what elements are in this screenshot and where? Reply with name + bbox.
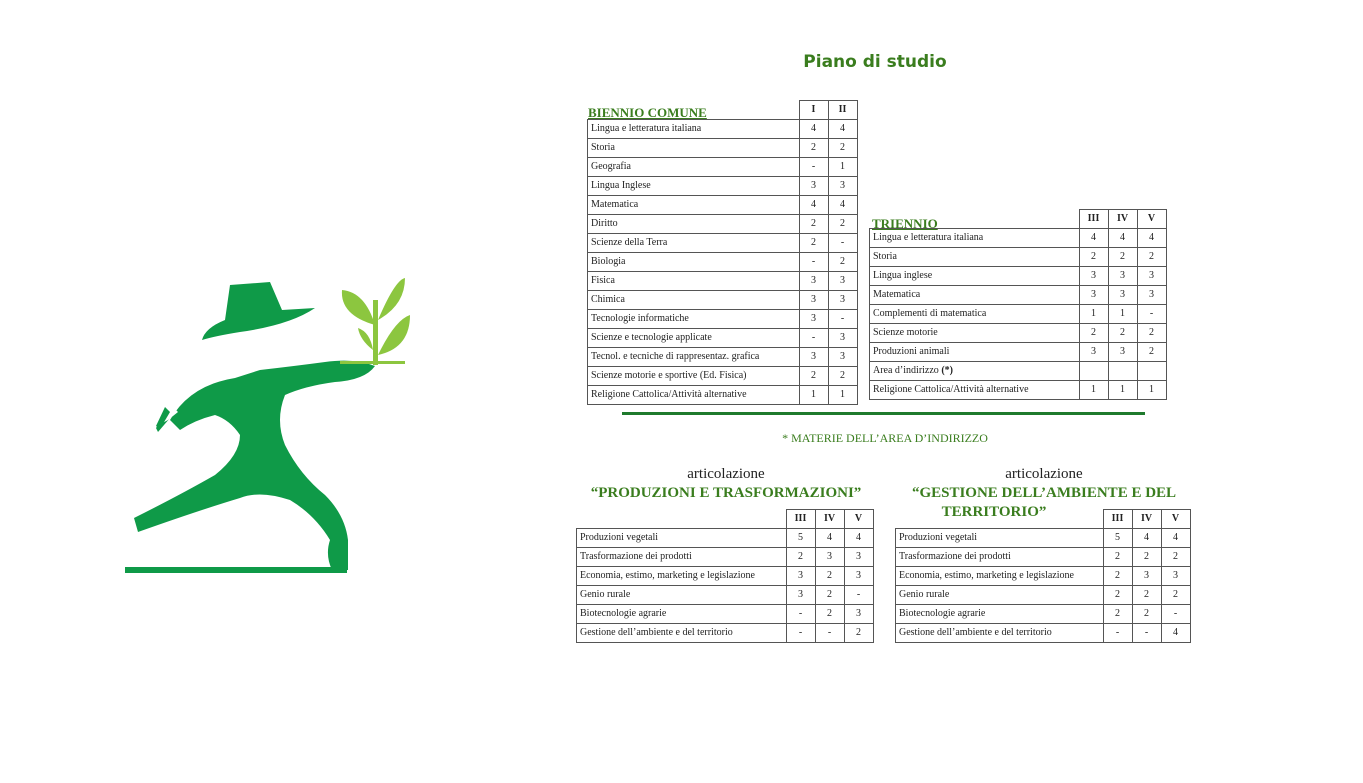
table-row (870, 343, 1167, 362)
table-row (577, 548, 874, 567)
hours-cell: 2 (815, 586, 844, 605)
header-cell: V (1161, 510, 1190, 529)
articolazione-label: articolazione (687, 466, 765, 482)
subject-cell (870, 362, 1080, 381)
hours-cell: 1 (1079, 305, 1108, 324)
hours-cell: 2 (1103, 567, 1132, 586)
hours-cell: 4 (815, 529, 844, 548)
hours-cell: 2 (1079, 248, 1108, 267)
subject-name: Lingua Inglese (591, 180, 651, 191)
table-row (896, 529, 1191, 548)
hours-cell: 2 (1137, 248, 1166, 267)
subject-name: Produzioni vegetali (580, 532, 659, 543)
table-row (588, 234, 858, 253)
hours-cell: 3 (786, 567, 815, 586)
hours-cell: - (799, 158, 828, 177)
subject-asterisk: (*) (941, 365, 953, 376)
hours-cell: 3 (1079, 286, 1108, 305)
subject-name: Produzioni vegetali (899, 532, 978, 543)
hours-cell: 4 (1161, 529, 1190, 548)
hours-cell: 3 (1132, 567, 1161, 586)
hours-cell: 3 (815, 548, 844, 567)
table-row (577, 567, 874, 586)
produzioni-table (576, 509, 874, 643)
hours-cell: 3 (799, 310, 828, 329)
produzioni-title: “PRODUZIONI E TRASFORMAZIONI” (590, 485, 862, 501)
subject-name: Fisica (591, 275, 615, 286)
subject-cell (577, 605, 787, 624)
table-row (870, 362, 1167, 381)
hours-cell: 4 (1137, 229, 1166, 248)
subject-cell (896, 529, 1104, 548)
hours-cell: 2 (844, 624, 873, 643)
subject-name: Matematica (591, 199, 639, 210)
hours-cell: 3 (828, 348, 857, 367)
subject-name: Economia, estimo, marketing e legislazione (580, 570, 755, 581)
hours-cell: 4 (799, 196, 828, 215)
table-row (577, 624, 874, 643)
hours-cell: 1 (828, 158, 857, 177)
page-title: Piano di studio (803, 52, 947, 72)
gestione-title-line2: TERRITORIO” (941, 504, 1047, 520)
hours-cell: 3 (799, 272, 828, 291)
hours-cell: 5 (1103, 529, 1132, 548)
subject-cell (588, 234, 800, 253)
hours-cell: 3 (844, 548, 873, 567)
header-cell: II (828, 101, 857, 120)
hours-cell: - (815, 624, 844, 643)
table-row (870, 267, 1167, 286)
hours-cell: 3 (828, 329, 857, 348)
table-row (870, 305, 1167, 324)
subject-name: Diritto (591, 218, 618, 229)
hours-cell: 2 (1079, 324, 1108, 343)
subject-cell (870, 381, 1080, 400)
hours-cell: 4 (1079, 229, 1108, 248)
subject-name: Biotecnologie agrarie (899, 608, 986, 619)
hours-cell: - (799, 329, 828, 348)
hours-cell: 2 (1103, 586, 1132, 605)
hours-cell: - (786, 605, 815, 624)
hours-cell: 3 (828, 272, 857, 291)
hours-cell: 3 (799, 177, 828, 196)
header-cell: IV (815, 510, 844, 529)
hours-cell: 3 (1137, 267, 1166, 286)
subject-cell (870, 229, 1080, 248)
subject-name: Biologia (591, 256, 626, 267)
subject-cell (577, 567, 787, 586)
table-row (588, 139, 858, 158)
table-row (588, 329, 858, 348)
table-row (896, 605, 1191, 624)
subject-name: Scienze e tecnologie applicate (591, 332, 712, 343)
table-row (896, 586, 1191, 605)
hours-cell: - (1137, 305, 1166, 324)
subject-name: Area d’indirizzo (873, 365, 939, 376)
subject-name: Religione Cattolica/Attività alternative (591, 389, 747, 400)
subject-cell (588, 348, 800, 367)
hours-cell: 5 (786, 529, 815, 548)
hours-cell: 3 (1079, 343, 1108, 362)
table-row (588, 291, 858, 310)
divider-rule (622, 412, 1145, 415)
hours-cell: 2 (828, 215, 857, 234)
hours-cell (1079, 362, 1108, 381)
hours-cell: 1 (1108, 381, 1137, 400)
hours-cell: 3 (1161, 567, 1190, 586)
table-row (896, 548, 1191, 567)
hours-cell: 3 (1108, 343, 1137, 362)
table-row (588, 177, 858, 196)
header-cell: V (1137, 210, 1166, 229)
table-row (588, 272, 858, 291)
subject-cell (588, 139, 800, 158)
hours-cell: 3 (786, 586, 815, 605)
header-cell: I (799, 101, 828, 120)
hours-cell: 4 (1108, 229, 1137, 248)
subject-name: Scienze motorie (873, 327, 938, 338)
hours-cell: 1 (1137, 381, 1166, 400)
subject-cell (588, 120, 800, 139)
subject-cell (870, 324, 1080, 343)
hours-cell: 4 (1161, 624, 1190, 643)
hours-cell: 2 (799, 367, 828, 386)
subject-name: Matematica (873, 289, 921, 300)
subject-cell (870, 305, 1080, 324)
table-row (588, 120, 858, 139)
hours-cell: 3 (1137, 286, 1166, 305)
hours-cell: 3 (828, 177, 857, 196)
hours-cell: 3 (844, 605, 873, 624)
subject-name: Tecnologie informatiche (591, 313, 689, 324)
hours-cell: - (828, 310, 857, 329)
table-row (870, 324, 1167, 343)
subject-name: Gestione dell’ambiente e del territorio (899, 627, 1052, 638)
hours-cell: 2 (815, 605, 844, 624)
table-row (577, 605, 874, 624)
header-cell: III (786, 510, 815, 529)
subject-name: Gestione dell’ambiente e del territorio (580, 627, 733, 638)
subject-cell (896, 548, 1104, 567)
subject-cell (588, 329, 800, 348)
subject-name: Economia, estimo, marketing e legislazione (899, 570, 1074, 581)
hours-cell: 1 (828, 386, 857, 405)
header-cell: V (844, 510, 873, 529)
subject-cell (588, 158, 800, 177)
table-row (588, 367, 858, 386)
hours-cell: 2 (799, 215, 828, 234)
subject-name: Lingua e letteratura italiana (873, 232, 984, 243)
hours-cell: 1 (799, 386, 828, 405)
subject-cell (588, 177, 800, 196)
hours-cell: - (828, 234, 857, 253)
hours-cell: 2 (786, 548, 815, 567)
hours-cell: - (1161, 605, 1190, 624)
subject-cell (896, 567, 1104, 586)
table-row (896, 624, 1191, 643)
subject-name: Religione Cattolica/Attività alternative (873, 384, 1029, 395)
subject-cell (588, 272, 800, 291)
triennio-label: TRIENNIO (872, 216, 938, 231)
hours-cell: 3 (799, 291, 828, 310)
hours-cell: 3 (844, 567, 873, 586)
subject-name: Tecnol. e tecniche di rappresentaz. grafica (591, 351, 760, 362)
hours-cell: 2 (1108, 324, 1137, 343)
hours-cell: 2 (828, 253, 857, 272)
subject-cell (870, 248, 1080, 267)
subject-cell (588, 310, 800, 329)
gestione-title-line1: “GESTIONE DELL’AMBIENTE E DEL (911, 485, 1177, 501)
hours-cell: 2 (1161, 586, 1190, 605)
hours-cell: 3 (799, 348, 828, 367)
subject-cell (577, 529, 787, 548)
subject-name: Biotecnologie agrarie (580, 608, 667, 619)
articolazione-label: articolazione (1005, 466, 1083, 482)
hours-cell: - (1103, 624, 1132, 643)
materie-indirizzo-note: * MATERIE DELL’AREA D’INDIRIZZO (782, 431, 988, 445)
hours-cell: 4 (844, 529, 873, 548)
hours-cell: 2 (828, 367, 857, 386)
hours-cell: 2 (815, 567, 844, 586)
table-row (870, 381, 1167, 400)
subject-name: Lingua e letteratura italiana (591, 123, 702, 134)
hours-cell: 1 (1108, 305, 1137, 324)
subject-name: Storia (591, 142, 615, 153)
subject-name: Chimica (591, 294, 625, 305)
triennio-table (869, 209, 1167, 400)
table-row (870, 286, 1167, 305)
subject-cell (588, 253, 800, 272)
hours-cell (1137, 362, 1166, 381)
hours-cell: - (844, 586, 873, 605)
subject-cell (577, 586, 787, 605)
table-row (588, 348, 858, 367)
subject-name: Complementi di matematica (873, 308, 987, 319)
farmer-with-plant-logo (120, 270, 420, 580)
table-row (588, 215, 858, 234)
header-cell: III (1079, 210, 1108, 229)
hours-cell: 2 (1132, 548, 1161, 567)
table-row (588, 196, 858, 215)
hours-cell: 2 (1161, 548, 1190, 567)
table-row (588, 310, 858, 329)
hours-cell: - (786, 624, 815, 643)
subject-name: Geografia (591, 161, 631, 172)
gestione-table (895, 509, 1191, 643)
table-row (588, 158, 858, 177)
table-row (588, 386, 858, 405)
subject-cell (588, 291, 800, 310)
hours-cell: 3 (1108, 286, 1137, 305)
biennio-table (587, 100, 858, 405)
hours-cell: 2 (1132, 605, 1161, 624)
hours-cell: 2 (1132, 586, 1161, 605)
hours-cell (1108, 362, 1137, 381)
hours-cell: - (799, 253, 828, 272)
hours-cell: 2 (1103, 605, 1132, 624)
table-row (588, 253, 858, 272)
subject-name: Scienze motorie e sportive (Ed. Fisica) (591, 370, 747, 381)
hours-cell: 3 (1079, 267, 1108, 286)
subject-cell (896, 586, 1104, 605)
hours-cell: 2 (1137, 343, 1166, 362)
subject-name: Genio rurale (899, 589, 950, 600)
hours-cell: 3 (828, 291, 857, 310)
table-row (577, 586, 874, 605)
hours-cell: 4 (828, 120, 857, 139)
table-row (577, 529, 874, 548)
hours-cell: 2 (1108, 248, 1137, 267)
subject-cell (588, 215, 800, 234)
hours-cell: 2 (799, 139, 828, 158)
hours-cell: 4 (828, 196, 857, 215)
hours-cell: 2 (828, 139, 857, 158)
subject-name: Scienze della Terra (591, 237, 668, 248)
hours-cell: 2 (1137, 324, 1166, 343)
hours-cell: 4 (1132, 529, 1161, 548)
biennio-label: BIENNIO COMUNE (588, 105, 707, 120)
subject-name: Trasformazione dei prodotti (899, 551, 1011, 562)
subject-cell (577, 624, 787, 643)
hours-cell: 4 (799, 120, 828, 139)
table-row (870, 229, 1167, 248)
header-cell: IV (1132, 510, 1161, 529)
subject-cell (896, 624, 1104, 643)
hours-cell: 2 (1103, 548, 1132, 567)
hours-cell: 1 (1079, 381, 1108, 400)
hours-cell: - (1132, 624, 1161, 643)
table-row (870, 248, 1167, 267)
header-cell: III (1103, 510, 1132, 529)
hours-cell: 2 (799, 234, 828, 253)
table-row (896, 567, 1191, 586)
subject-cell (588, 196, 800, 215)
subject-cell (870, 343, 1080, 362)
subject-cell (577, 548, 787, 567)
subject-name: Trasformazione dei prodotti (580, 551, 692, 562)
subject-name: Storia (873, 251, 897, 262)
subject-name: Produzioni animali (873, 346, 950, 357)
subject-cell (588, 386, 800, 405)
subject-name: Lingua inglese (873, 270, 933, 281)
subject-cell (870, 267, 1080, 286)
subject-name: Genio rurale (580, 589, 631, 600)
subject-cell (588, 367, 800, 386)
header-cell: IV (1108, 210, 1137, 229)
hours-cell: 3 (1108, 267, 1137, 286)
subject-cell (870, 286, 1080, 305)
subject-cell (896, 605, 1104, 624)
